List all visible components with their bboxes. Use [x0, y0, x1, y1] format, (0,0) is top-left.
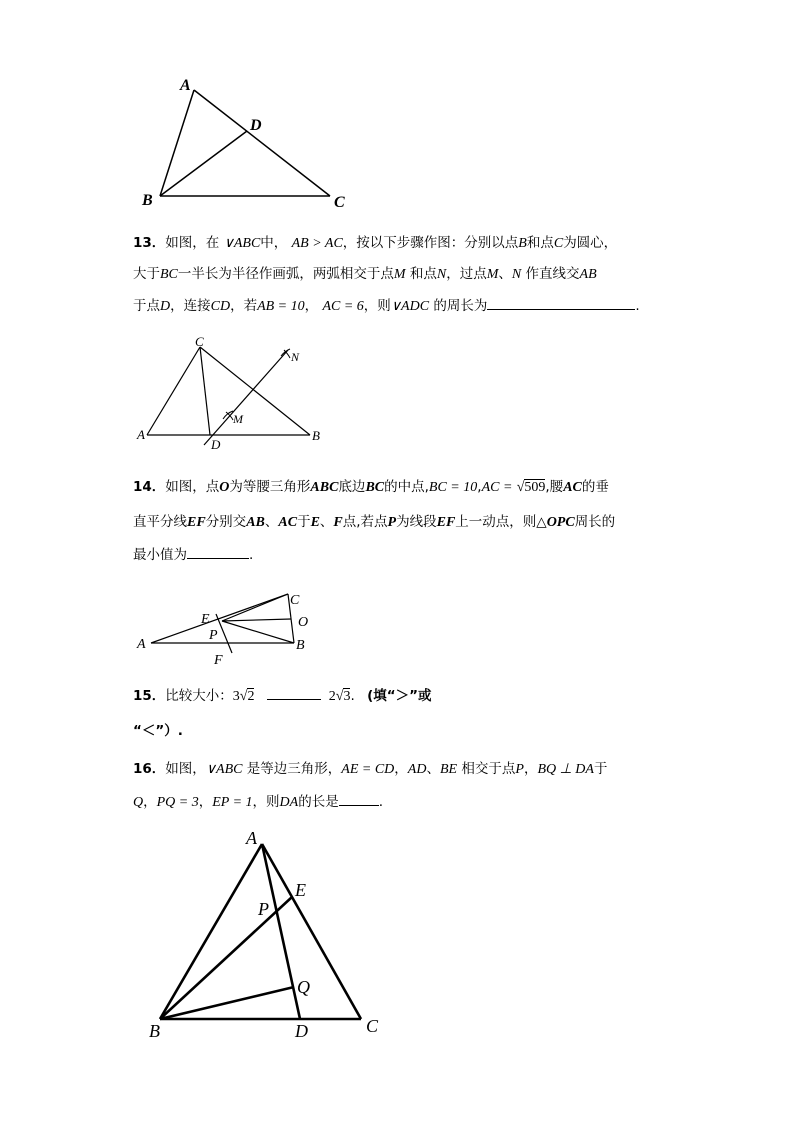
label-b: B [142, 192, 153, 209]
label-c: C [334, 194, 345, 211]
q13-label-c: C [195, 334, 204, 349]
q14-line2: 直平分线EF分别交AB、AC于E、F点,若点P为线段EF上一动点，则△OPC周长的 [133, 514, 616, 530]
q16-label-e: E [295, 880, 306, 900]
q16-line2: Q，PQ = 3，EP = 1，则DA的长是 . [133, 794, 384, 810]
q16-label-d: D [295, 1021, 308, 1041]
q14-diagram [134, 586, 324, 668]
q16-label-c: C [366, 1016, 379, 1036]
q16-label-b: B [149, 1021, 160, 1041]
q16-diagram [140, 824, 390, 1044]
q15-line1: 15．比较大小：3√2 2√3. (填“＞”或 [133, 688, 432, 704]
triangle-abc-d-diagram [140, 74, 360, 214]
q13-label-b: B [312, 428, 320, 443]
q14-label-a: A [137, 637, 146, 652]
answer-blank-q13[interactable] [487, 297, 635, 310]
q13-line2: 大于BC一半长为半径作画弧，两弧相交于点M 和点N，过点M、N 作直线交AB [133, 266, 597, 282]
q13-label-a: A [137, 427, 145, 442]
q13-line1: 13．如图，在 ∨ABC中， AB > AC，按以下步骤作图：分别以点B和点C为圆心， [133, 235, 618, 251]
q13-diagram [134, 334, 334, 454]
label-a: A [180, 77, 191, 94]
q14-label-p: P [209, 628, 218, 643]
q14-label-b: B [296, 638, 305, 653]
q13-label-m: M [233, 412, 243, 426]
q14-label-e: E [201, 612, 210, 627]
q13-label-n: N [291, 350, 300, 364]
q15-line2: “＜”）. [133, 723, 183, 739]
q14-label-o: O [298, 615, 309, 630]
figure-q16 [140, 824, 390, 1044]
q14-line3: 最小值为 . [133, 547, 254, 563]
answer-blank-q14[interactable] [187, 546, 249, 559]
label-d: D [250, 117, 262, 134]
q14-label-f: F [214, 653, 223, 668]
q16-label-a: A [246, 828, 257, 848]
figure-q14 [134, 586, 324, 668]
answer-blank-q15[interactable] [267, 687, 321, 700]
q14-line1: 14．如图，点O为等腰三角形ABC底边BC的中点,BC = 10,AC = √509,腰AC的垂 [133, 479, 609, 495]
q16-label-p: P [258, 899, 269, 919]
answer-blank-q16[interactable] [339, 793, 379, 806]
q14-label-c: C [290, 593, 300, 608]
q16-line1: 16．如图，∨ABC 是等边三角形，AE = CD，AD、BE 相交于点P，BQ ⊥ DA于 [133, 761, 608, 777]
figure-triangle-abd [140, 74, 360, 214]
q13-line3: 于点D，连接CD，若AB = 10， AC = 6，则∨ADC 的周长为 . [133, 298, 640, 314]
figure-q13 [134, 334, 334, 454]
q16-label-q: Q [297, 977, 310, 997]
q13-label-d: D [211, 437, 221, 452]
